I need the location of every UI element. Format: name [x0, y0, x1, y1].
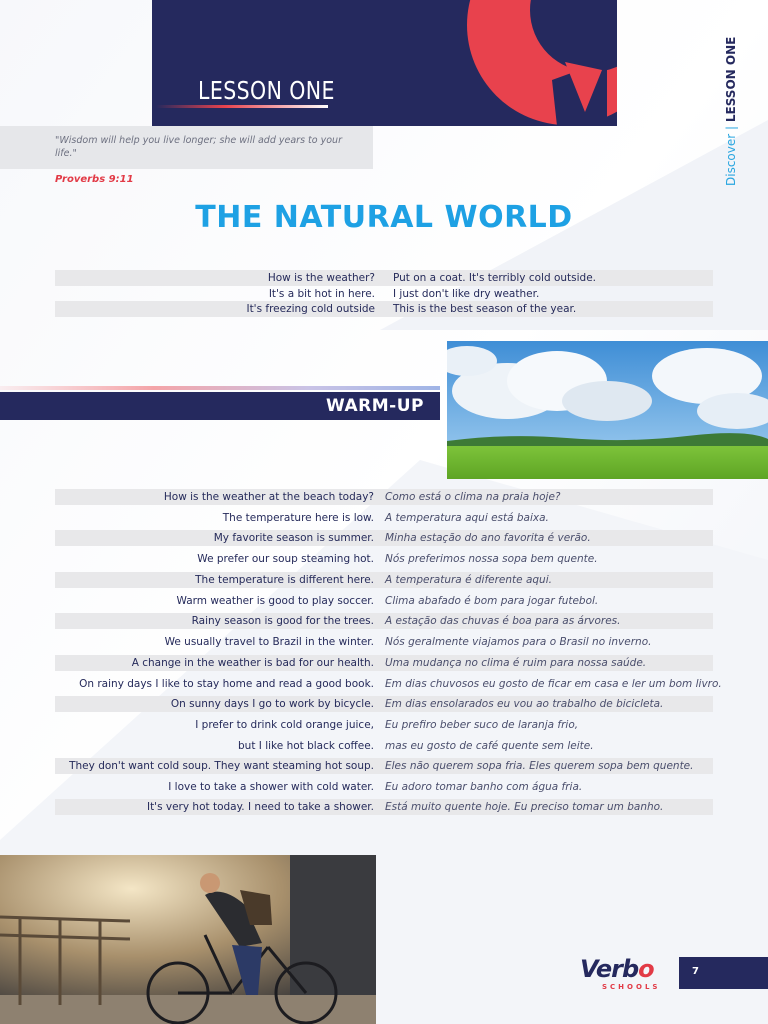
quote-reference: Proverbs 9:11 [55, 174, 134, 185]
banner-divider [156, 105, 328, 108]
sentence-portuguese: Eu prefiro beber suco de laranja frio, [385, 719, 579, 731]
sentence-portuguese: A temperatura aqui está baixa. [385, 512, 549, 524]
lesson-title: LESSON ONE [198, 76, 335, 105]
sentence-row [55, 613, 713, 629]
sentence-portuguese: Minha estação do ano favorita é verão. [385, 532, 591, 544]
sentence-row [55, 655, 713, 671]
logo-subtitle: SCHOOLS [602, 983, 661, 991]
quote-text: "Wisdom will help you live longer; she will add years to your life." [55, 135, 342, 159]
sentence-row [55, 738, 713, 754]
warmup-heading: WARM-UP [326, 396, 424, 416]
logo-wordmark [580, 955, 654, 983]
side-label-lesson: LESSON ONE [724, 36, 738, 123]
sentence-portuguese: Eles não querem sopa fria. Eles querem sopa bem quente. [385, 760, 694, 772]
sentence-row [55, 779, 713, 795]
sentence-row [55, 758, 713, 774]
page-number-box [679, 957, 768, 989]
vocab-answer: I just don't like dry weather. [393, 288, 540, 300]
sentence-english: My favorite season is summer. [213, 532, 374, 544]
sentence-english: I prefer to drink cold orange juice, [195, 719, 374, 731]
sentence-row [55, 551, 713, 567]
warmup-bar [0, 392, 440, 420]
sentence-english: The temperature here is low. [222, 512, 374, 524]
page-number: 7 [692, 966, 699, 977]
page-title: THE NATURAL WORLD [195, 200, 573, 235]
sentence-english: I love to take a shower with cold water. [168, 781, 374, 793]
sentence-portuguese: Em dias ensolarados eu vou ao trabalho de bicicleta. [385, 698, 664, 710]
vocab-answer: Put on a coat. It's terribly cold outside. [393, 272, 597, 284]
sentence-portuguese: Em dias chuvosos eu gosto de ficar em casa e ler um bom livro. [385, 678, 722, 690]
vocab-question: It's freezing cold outside [246, 303, 375, 315]
sentence-portuguese: mas eu gosto de café quente sem leite. [385, 740, 594, 752]
speech-bubble-logo-icon [457, 0, 617, 126]
sentence-portuguese: Uma mudança no clima é ruim para nossa saúde. [385, 657, 647, 669]
sentence-row [55, 799, 713, 815]
sentence-row [55, 530, 713, 546]
side-lesson-label [724, 37, 738, 186]
vocab-row [55, 301, 713, 317]
sentence-english: They don't want cold soup. They want steaming hot soup. [69, 760, 374, 772]
sentence-english: Rainy season is good for the trees. [191, 615, 374, 627]
sentence-portuguese: Nós geralmente viajamos para o Brasil no inverno. [385, 636, 652, 648]
sentence-english: We usually travel to Brazil in the winter. [164, 636, 374, 648]
sentence-row [55, 634, 713, 650]
sentence-portuguese: Como está o clima na praia hoje? [385, 491, 561, 503]
sentence-english: On sunny days I go to work by bicycle. [170, 698, 374, 710]
sentence-row [55, 572, 713, 588]
sentence-english: A change in the weather is bad for our health. [131, 657, 374, 669]
warmup-divider [0, 386, 440, 390]
vocab-answer: This is the best season of the year. [393, 303, 577, 315]
sentence-row [55, 593, 713, 609]
sentence-english: We prefer our soup steaming hot. [197, 553, 374, 565]
sentence-english: How is the weather at the beach today? [163, 491, 374, 503]
sentence-portuguese: Nós preferimos nossa sopa bem quente. [385, 553, 598, 565]
lesson-banner [152, 0, 617, 126]
vocab-question: How is the weather? [267, 272, 375, 284]
logo-word-main: Verb [580, 955, 639, 983]
sentence-english: On rainy days I like to stay home and read a good book. [79, 678, 374, 690]
sentence-english: It's very hot today. I need to take a shower. [146, 801, 374, 813]
sentence-row [55, 489, 713, 505]
sentence-portuguese: Eu adoro tomar banho com água fria. [385, 781, 583, 793]
sentence-portuguese: Está muito quente hoje. Eu preciso tomar um banho. [385, 801, 664, 813]
vocab-question: It's a bit hot in here. [268, 288, 375, 300]
sentence-portuguese: Clima abafado é bom para jogar futebol. [385, 595, 599, 607]
verbo-schools-logo [580, 955, 676, 995]
sentence-english: The temperature is different here. [195, 574, 374, 586]
landscape-photo [447, 341, 768, 479]
vocab-row [55, 286, 713, 302]
logo-word-o: o [638, 955, 654, 983]
sentence-portuguese: A estação das chuvas é boa para as árvores. [385, 615, 621, 627]
sentence-english: but I like hot black coffee. [238, 740, 374, 752]
sentence-portuguese: A temperatura é diferente aqui. [385, 574, 552, 586]
sentence-english: Warm weather is good to play soccer. [176, 595, 374, 607]
vocab-row [55, 270, 713, 286]
cyclist-photo [0, 855, 376, 1024]
sentence-row [55, 696, 713, 712]
sentence-row [55, 717, 713, 733]
sentence-row [55, 676, 722, 692]
side-label-discover: Discover | [724, 122, 738, 186]
sentence-row [55, 510, 713, 526]
